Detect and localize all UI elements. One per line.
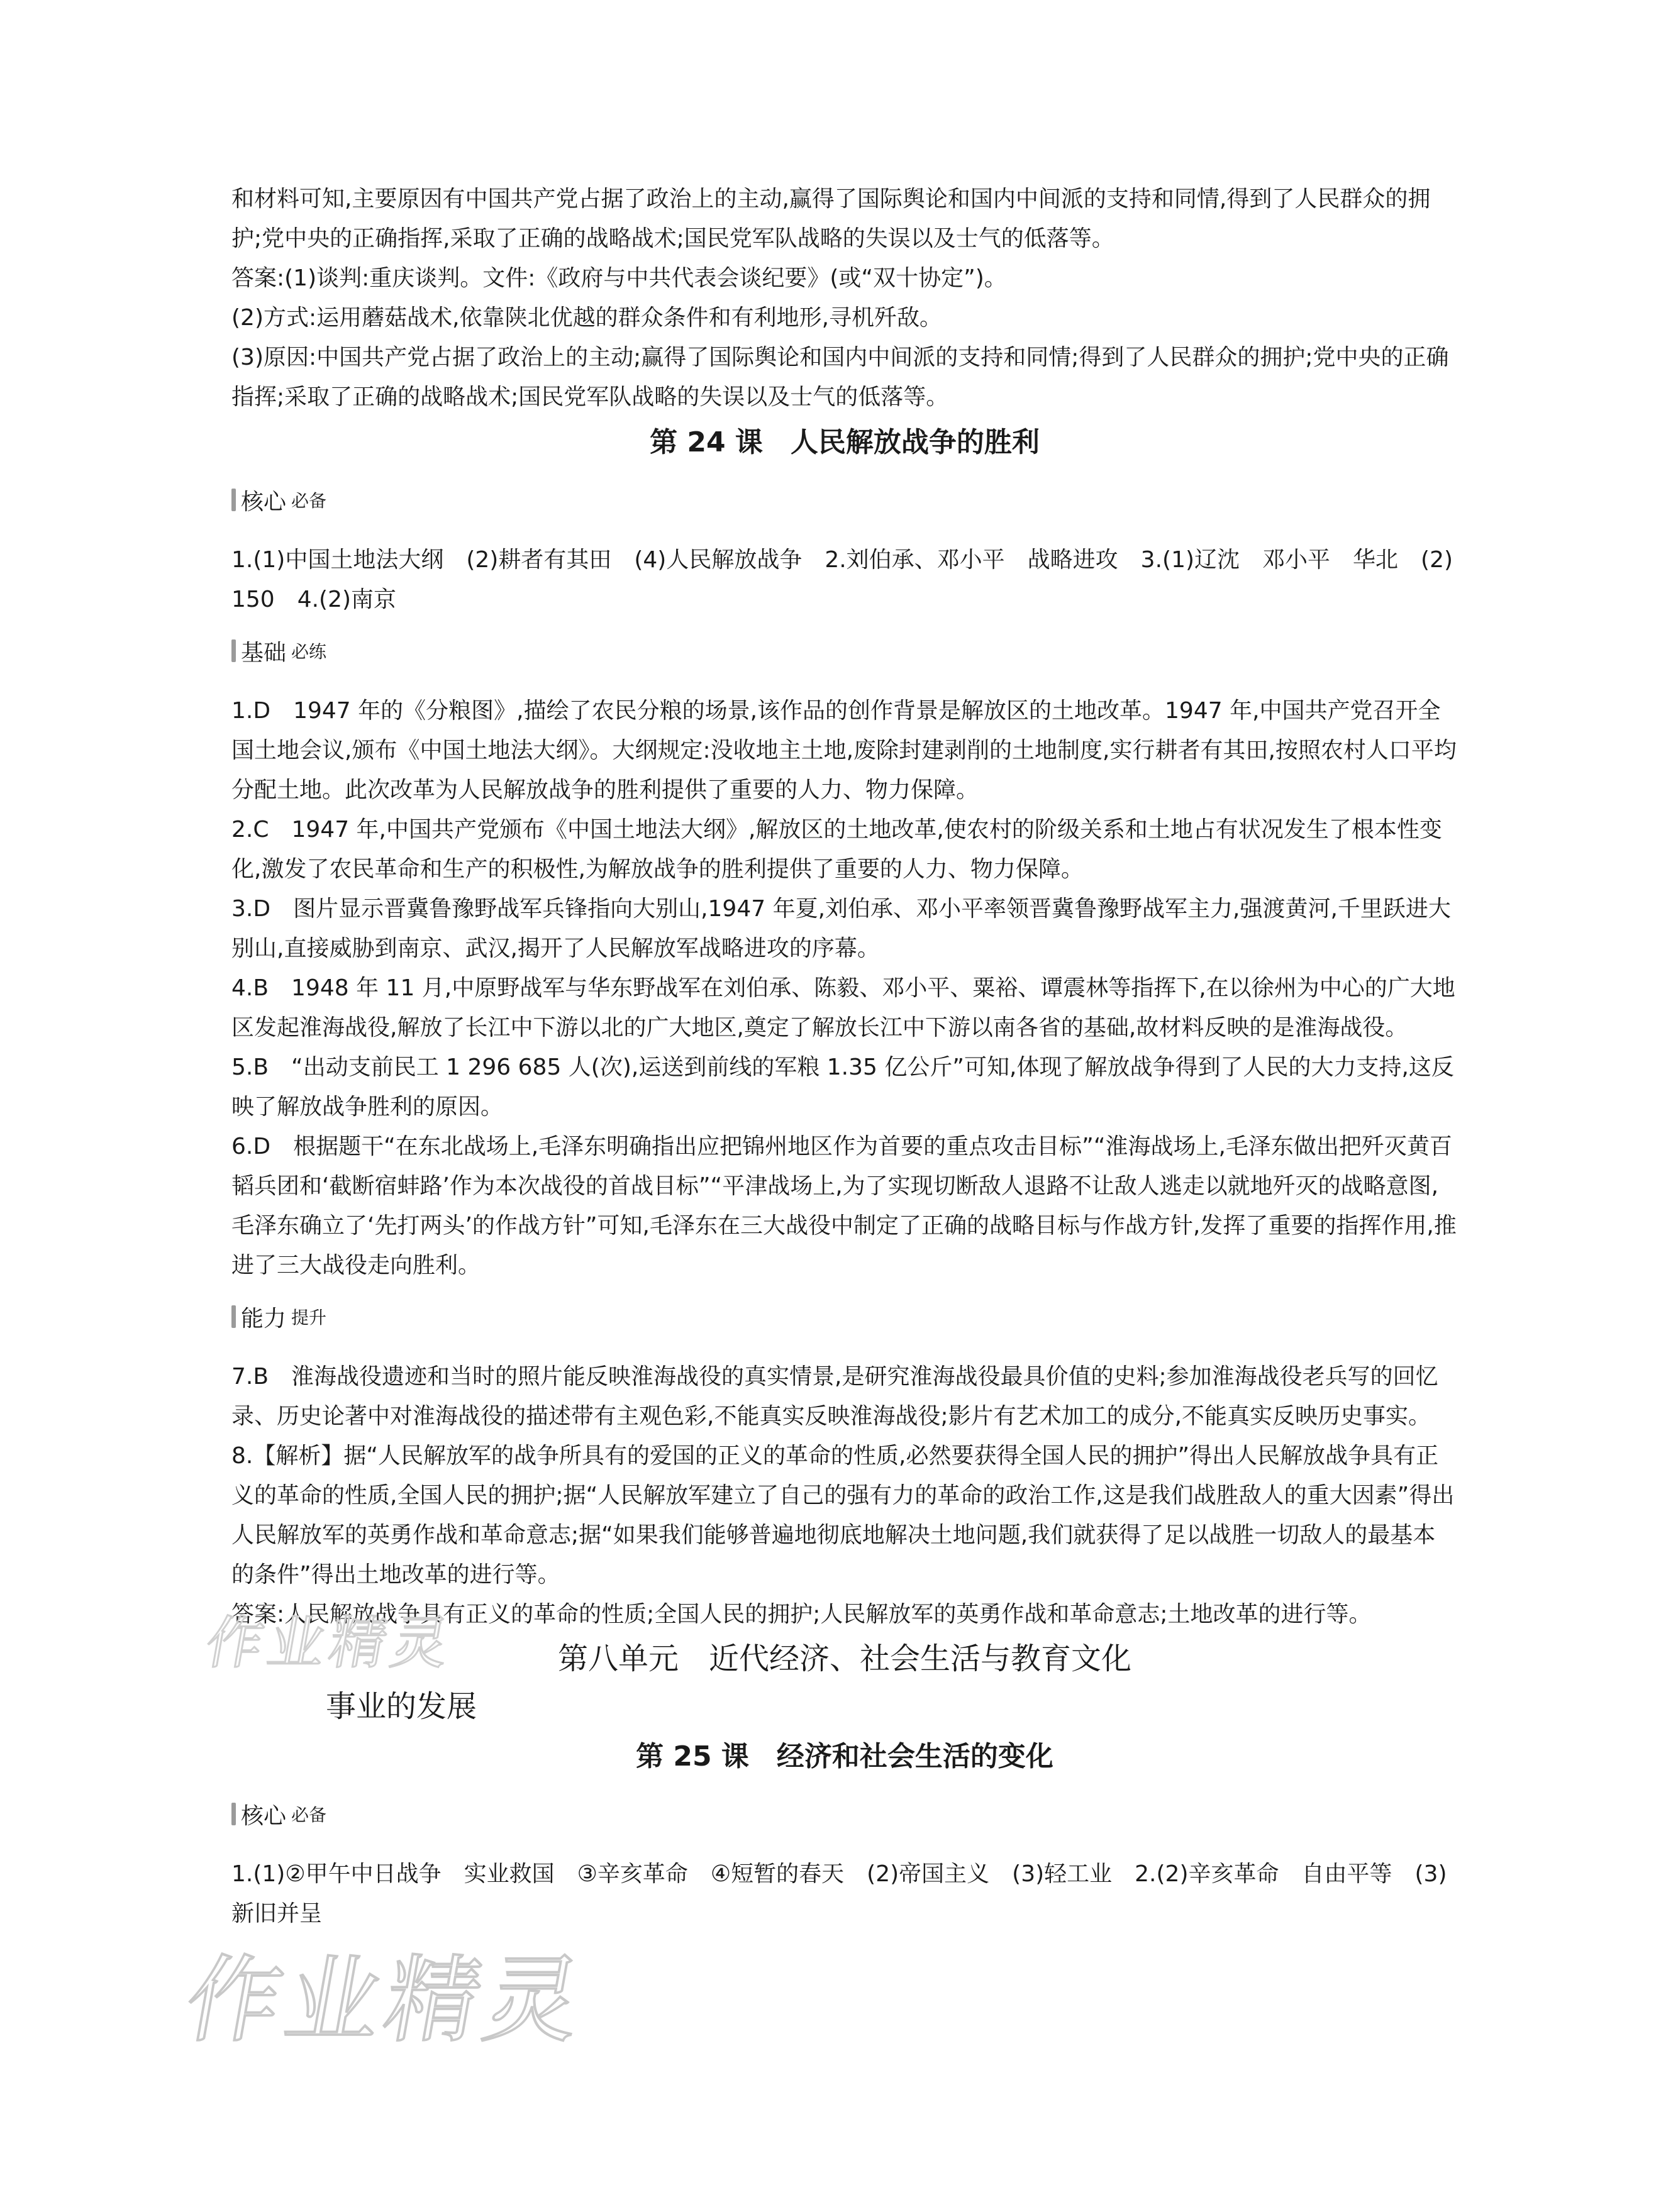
section-label-core bbox=[231, 1799, 1458, 1829]
core-answers bbox=[231, 1854, 1458, 1933]
document-page bbox=[231, 179, 1458, 1950]
unit-8-title: 第八单元 近代经济、社会生活与教育文化 bbox=[557, 1641, 1131, 1676]
paragraph: 和材料可知,主要原因有中国共产党占据了政治上的主动,赢得了国际舆论和国内中间派的支持和同情,得到了人民群众的拥护;党中央的正确指挥,采取了正确的战略战术;国民党军队战略的失误以及士气的低落等。 bbox=[231, 186, 1431, 252]
answer-item: 6.D 根据题干“在东北战场上,毛泽东明确指出应把锦州地区作为首要的重点攻击目标”“淮海战场上,毛泽东做出把歼灭黄百韬兵团和‘截断宿蚌路’作为本次战役的首战目标”“平津战场上,为了实现切断敌人退路不让敌人逃走以就地歼灭的战略意图,毛泽东确立了‘先打两头’的作战方针”可知,毛泽东在三大战役中制定了正确的战略目标与作战方针,发挥了重要的指挥作用,推进了三大战役走向胜利。 bbox=[231, 1134, 1457, 1278]
answer-item: 5.B “出动支前民工 1 296 685 人(次),运送到前线的军粮 1.35 亿公斤”可知,体现了解放战争得到了人民的大力支持,这反映了解放战争胜利的原因。 bbox=[231, 1054, 1454, 1120]
paragraph: 1.(1)中国土地法大纲 (2)耕者有其田 (4)人民解放战争 2.刘伯承、邓小平 战略进攻 3.(1)辽沈 邓小平 华北 (2)150 4.(2)南京 bbox=[231, 547, 1453, 612]
section-bar-icon bbox=[231, 1305, 236, 1328]
section-label-basic bbox=[231, 636, 1458, 666]
answer-line: (3)原因:中国共产党占据了政治上的主动;赢得了国际舆论和国内中间派的支持和同情;得到了人民群众的拥护;党中央的正确指挥;采取了正确的战略战术;国民党军队战略的失误以及士气的低落等。 bbox=[231, 345, 1449, 410]
section-label-sub: 必备 bbox=[291, 1805, 327, 1825]
answer-item: 3.D 图片显示晋冀鲁豫野战军兵锋指向大别山,1947 年夏,刘伯承、邓小平率领晋冀鲁豫野战军主力,强渡黄河,千里跃进大别山,直接威胁到南京、武汉,揭开了人民解放军战略进攻的序幕。 bbox=[231, 896, 1451, 961]
section-label-ability bbox=[231, 1302, 1458, 1332]
section-label-core bbox=[231, 485, 1458, 515]
answer-line: (2)方式:运用蘑菇战术,依靠陕北优越的群众条件和有利地形,寻机歼敌。 bbox=[231, 305, 943, 331]
watermark-logo: 作业精灵 bbox=[201, 1610, 459, 1676]
answer-item: 7.B 淮海战役遗迹和当时的照片能反映淮海战役的真实情景,是研究淮海战役最具价值的史料;参加淮海战役老兵写的回忆录、历史论著中对淮海战役的描述带有主观色彩,不能真实反映淮海战役;影片有艺术加工的成分,不能真实反映历史事实。 bbox=[231, 1364, 1438, 1429]
section-bar-icon bbox=[231, 639, 236, 662]
section-label-main: 核心 bbox=[241, 489, 287, 515]
section-label-sub: 必练 bbox=[291, 641, 327, 662]
section-label-main: 核心 bbox=[241, 1803, 287, 1829]
unit-8-title-cont: 事业的发展 bbox=[326, 1689, 477, 1724]
lesson-25-title: 第 25 课 经济和社会生活的变化 bbox=[636, 1740, 1053, 1772]
ability-answers bbox=[231, 1357, 1458, 1634]
top-section bbox=[231, 179, 1458, 417]
section-bar-icon bbox=[231, 489, 236, 511]
section-label-main: 能力 bbox=[241, 1305, 287, 1332]
section-label-sub: 提升 bbox=[291, 1307, 327, 1328]
answer-item: 1.D 1947 年的《分粮图》,描绘了农民分粮的场景,该作品的创作背景是解放区的土地改革。1947 年,中国共产党召开全国土地会议,颁布《中国土地法大纲》。大纲规定:没收地主土地,废除封建剥削的土地制度,实行耕者有其田,按照农村人口平均分配土地。此次改革为人民解放战争的胜利提供了重要的人力、物力保障。 bbox=[231, 698, 1457, 803]
answer-item: 8.【解析】据“人民解放军的战争所具有的爱国的正义的革命的性质,必然要获得全国人民的拥护”得出人民解放战争具有正义的革命的性质,全国人民的拥护;据“人民解放军建立了自己的强有力的革命的政治工作,这是我们战胜敌人的重大因素”得出人民解放军的英勇作战和革命意志;据“如果我们能够普遍地彻底地解决土地问题,我们就获得了足以战胜一切敌人的最基本的条件”得出土地改革的进行等。 bbox=[231, 1443, 1455, 1588]
core-answers bbox=[231, 540, 1458, 619]
lesson-24-title: 第 24 课 人民解放战争的胜利 bbox=[650, 426, 1040, 458]
watermark-logo: 作业精灵 bbox=[177, 1946, 594, 2055]
basic-answers bbox=[231, 691, 1458, 1285]
section-bar-icon bbox=[231, 1803, 236, 1825]
paragraph: 1.(1)②甲午中日战争 实业救国 ③辛亥革命 ④短暂的春天 (2)帝国主义 (3)轻工业 2.(2)辛亥革命 自由平等 (3)新旧并呈 bbox=[231, 1861, 1447, 1927]
section-label-main: 基础 bbox=[241, 639, 287, 666]
answer-item: 2.C 1947 年,中国共产党颁布《中国土地法大纲》,解放区的土地改革,使农村的阶级关系和土地占有状况发生了根本性变化,激发了农民革命和生产的积极性,为解放战争的胜利提供了重要的人力、物力保障。 bbox=[231, 817, 1442, 882]
answer-item: 4.B 1948 年 11 月,中原野战军与华东野战军在刘伯承、陈毅、邓小平、粟裕、谭震林等指挥下,在以徐州为中心的广大地区发起淮海战役,解放了长江中下游以北的广大地区,奠定了解放长江中下游以南各省的基础,故材料反映的是淮海战役。 bbox=[231, 975, 1455, 1041]
answer-item: 答案:人民解放战争具有正义的革命的性质;全国人民的拥护;人民解放军的英勇作战和革命意志;土地改革的进行等。 bbox=[231, 1601, 1372, 1627]
section-label-sub: 必备 bbox=[291, 490, 327, 511]
answer-line: 答案:(1)谈判:重庆谈判。文件:《政府与中共代表会谈纪要》(或“双十协定”)。 bbox=[231, 265, 1007, 291]
